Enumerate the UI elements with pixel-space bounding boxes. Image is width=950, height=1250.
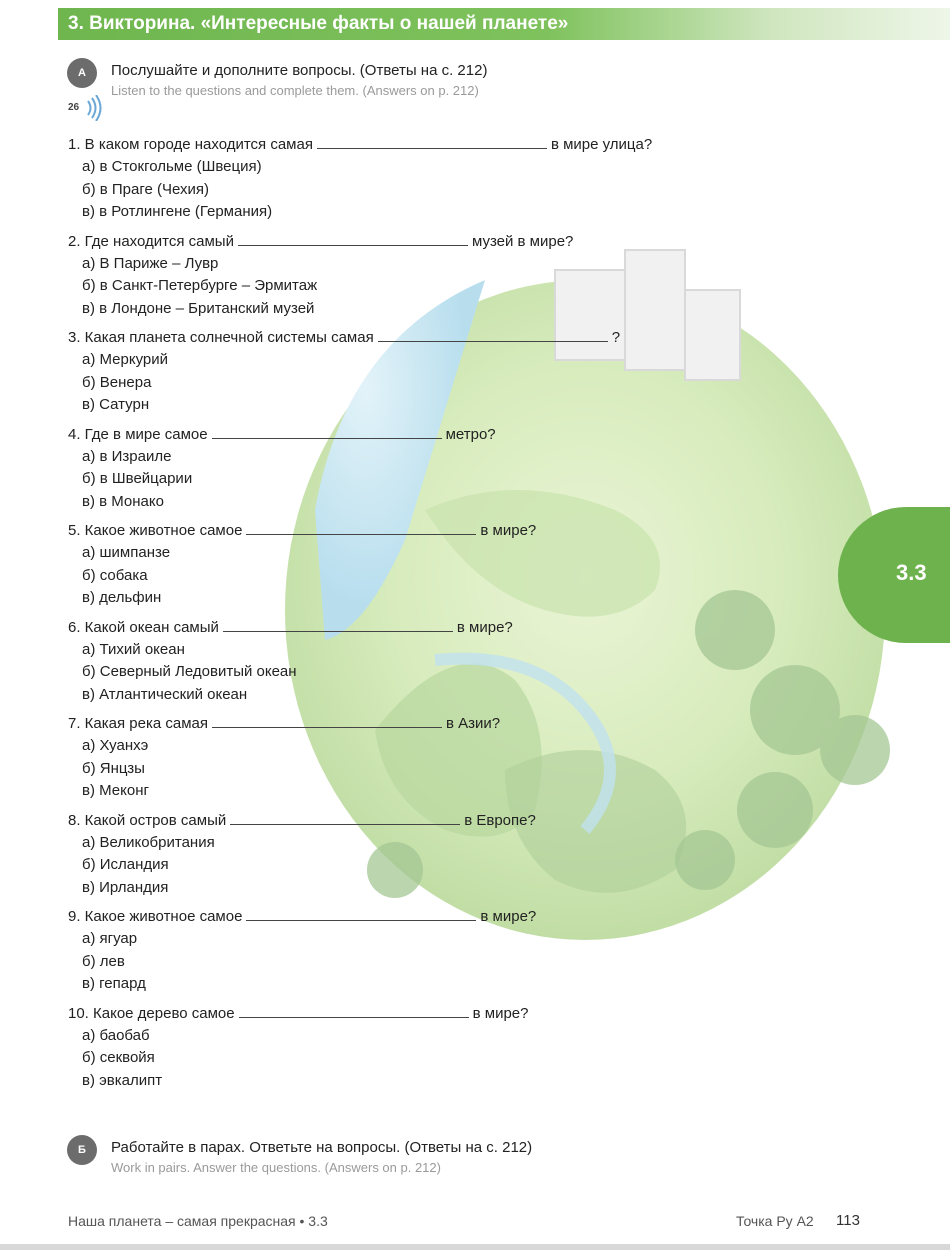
option-c: в) Атлантический океан: [82, 685, 248, 703]
option-a: а) в Израиле: [82, 447, 172, 465]
question-9: 9. Какое животное самое в мире? а) ягуар б) лев в) гепард: [68, 906, 788, 996]
answer-blank[interactable]: [317, 136, 547, 149]
page-title: 3. Викторина. «Интересные факты о нашей планете»: [68, 13, 569, 34]
section-a-instruction-en: Listen to the questions and complete them. (Answers on p. 212): [111, 83, 479, 98]
option-c: в) Сатурн: [82, 396, 150, 413]
audio-track-number: 26: [68, 102, 80, 113]
option-b: б) Исландия: [82, 856, 169, 873]
footer-book-title: Точка Ру А2: [736, 1213, 814, 1229]
option-a: а) Тихий океан: [82, 640, 185, 658]
footer-chapter: Наша планета – самая прекрасная • 3.3: [68, 1213, 328, 1229]
option-a: а) Меркурий: [82, 351, 169, 368]
answer-blank[interactable]: [246, 908, 476, 921]
page-number: 113: [836, 1212, 860, 1229]
header-bar: [58, 8, 950, 40]
option-c: в) дельфин: [82, 589, 162, 606]
option-a: а) ягуар: [82, 930, 138, 947]
question-list: [68, 134, 788, 1099]
option-c: в) гепард: [82, 975, 146, 992]
option-c: в) Меконг: [82, 782, 149, 799]
question-8: 8. Какой остров самый в Европе? а) Великобритания б) Исландия в) Ирландия: [68, 810, 788, 900]
option-a: а) баобаб: [82, 1026, 150, 1044]
question-4: 4. Где в мире самое метро? а) в Израиле б) в Швейцарии в) в Монако: [68, 424, 788, 514]
option-b: б) в Швейцарии: [82, 470, 193, 487]
question-1: 1. В каком городе находится самая в мире улица? а) в Стокгольме (Швеция) б) в Праге (Чехия) в) в Ротлингене (Германия): [68, 134, 788, 224]
chapter-tab-label: 3.3: [896, 560, 927, 585]
option-c: в) в Монако: [82, 492, 164, 510]
question-3: 3. Какая планета солнечной системы самая ? а) Меркурий б) Венера в) Сатурн: [68, 327, 788, 417]
option-b: б) секвойя: [82, 1049, 155, 1066]
option-b: б) Северный Ледовитый океан: [82, 663, 297, 680]
option-b: б) в Праге (Чехия): [82, 180, 210, 198]
option-b: б) Венера: [82, 373, 152, 391]
answer-blank[interactable]: [378, 329, 608, 342]
question-10: 10. Какое дерево самое в мире? а) баобаб б) секвойя в) эвкалипт: [68, 1003, 788, 1093]
section-b-instruction-en: Work in pairs. Answer the questions. (Answers on p. 212): [111, 1160, 441, 1175]
question-2: 2. Где находится самый музей в мире? а) В Париже – Лувр б) в Санкт-Петербурге – Эрмитаж в) в Лондоне – Британский музей: [68, 231, 788, 321]
option-b: б) лев: [82, 952, 125, 970]
answer-blank[interactable]: [223, 619, 453, 632]
option-a: а) в Стокгольме (Швеция): [82, 158, 262, 175]
answer-blank[interactable]: [246, 522, 476, 535]
page-edge: [0, 1244, 950, 1250]
option-b: б) собака: [82, 566, 148, 584]
option-c: в) Ирландия: [82, 878, 169, 896]
option-b: б) в Санкт-Петербурге – Эрмитаж: [82, 277, 318, 294]
option-c: в) в Лондоне – Британский музей: [82, 299, 315, 317]
option-a: а) Хуанхэ: [82, 737, 149, 754]
section-a-instruction: Послушайте и дополните вопросы. (Ответы на с. 212): [111, 62, 488, 79]
option-c: в) эвкалипт: [82, 1071, 163, 1089]
answer-blank[interactable]: [238, 233, 468, 246]
option-a: а) шимпанзе: [82, 544, 171, 561]
option-c: в) в Ротлингене (Германия): [82, 203, 273, 220]
answer-blank[interactable]: [239, 1005, 469, 1018]
section-b-marker: Б: [67, 1135, 97, 1165]
question-5: 5. Какое животное самое в мире? а) шимпанзе б) собака в) дельфин: [68, 520, 788, 610]
answer-blank[interactable]: [212, 715, 442, 728]
question-6: 6. Какой океан самый в мире? а) Тихий океан б) Северный Ледовитый океан в) Атлантический океан: [68, 617, 788, 707]
answer-blank[interactable]: [230, 812, 460, 825]
answer-blank[interactable]: [212, 426, 442, 439]
question-7: 7. Какая река самая в Азии? а) Хуанхэ б) Янцзы в) Меконг: [68, 713, 788, 803]
option-b: б) Янцзы: [82, 759, 145, 777]
option-a: а) В Париже – Лувр: [82, 254, 219, 272]
option-a: а) Великобритания: [82, 833, 215, 851]
section-a-marker: А: [67, 58, 97, 88]
section-b-instruction: Работайте в парах. Ответьте на вопросы. (Ответы на с. 212): [111, 1139, 533, 1156]
